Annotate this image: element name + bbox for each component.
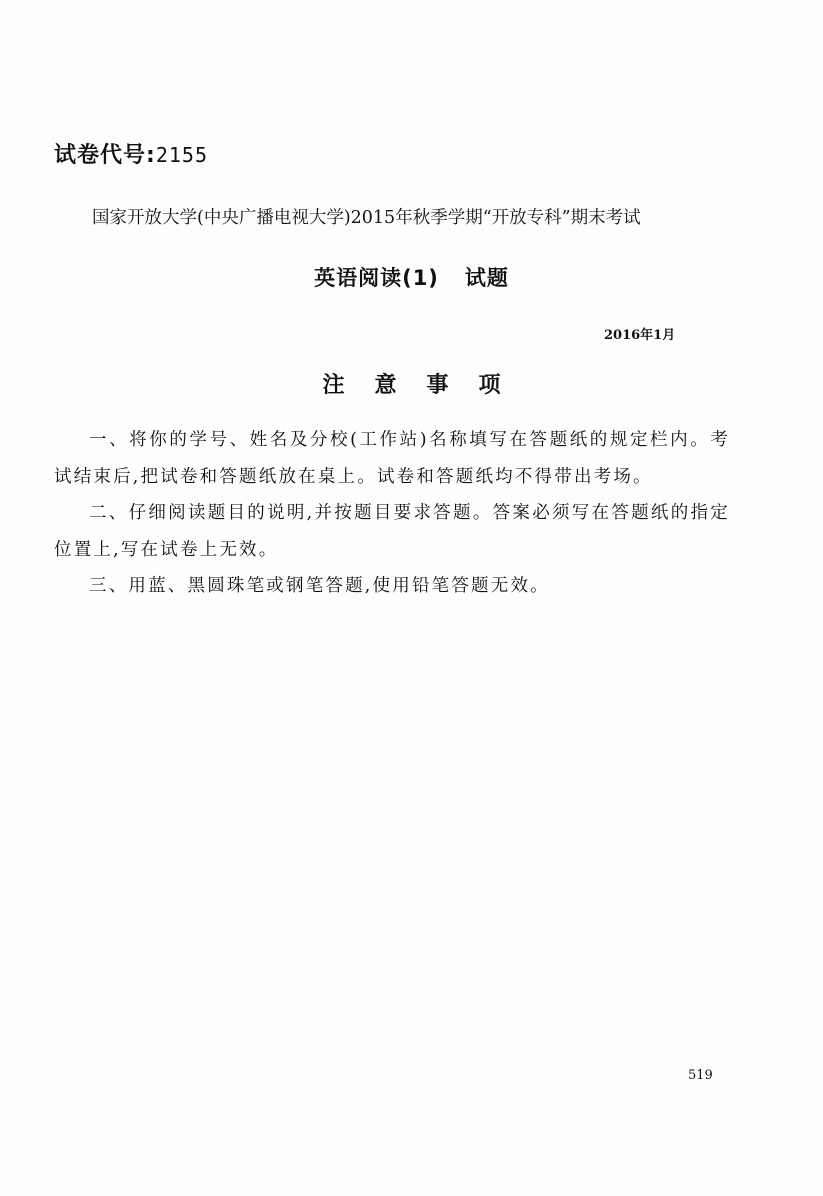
notice-item: 三、用蓝、黑圆珠笔或钢笔答题,使用铅笔答题无效。 <box>89 576 550 596</box>
paper-code-label: 试卷代号 <box>54 143 147 168</box>
exam-header: 国家开放大学(中央广播电视大学)2015年秋季学期“开放专科”期末考试 <box>92 208 641 228</box>
subject-suffix: 试题 <box>464 266 509 290</box>
notice-body <box>54 422 730 605</box>
subject-title <box>0 262 823 292</box>
page-number: 519 <box>688 1068 713 1083</box>
notice-item: 一、将你的学号、姓名及分校(工作站)名称填写在答题纸的规定栏内。考试结束后,把试卷和答题纸放在桌上。试卷和答题纸均不得带出考场。 <box>54 430 730 487</box>
exam-date: 2016年1月 <box>604 328 676 343</box>
notice-heading: 注意事项 <box>322 373 531 398</box>
paper-code-separator: : <box>146 143 156 168</box>
subject-name: 英语阅读(1) <box>314 266 439 290</box>
paper-code <box>54 138 208 169</box>
notice-item: 二、仔细阅读题目的说明,并按题目要求答题。答案必须写在答题纸的指定位置上,写在试卷上无效。 <box>54 503 730 560</box>
paper-code-number: 2155 <box>155 143 208 167</box>
